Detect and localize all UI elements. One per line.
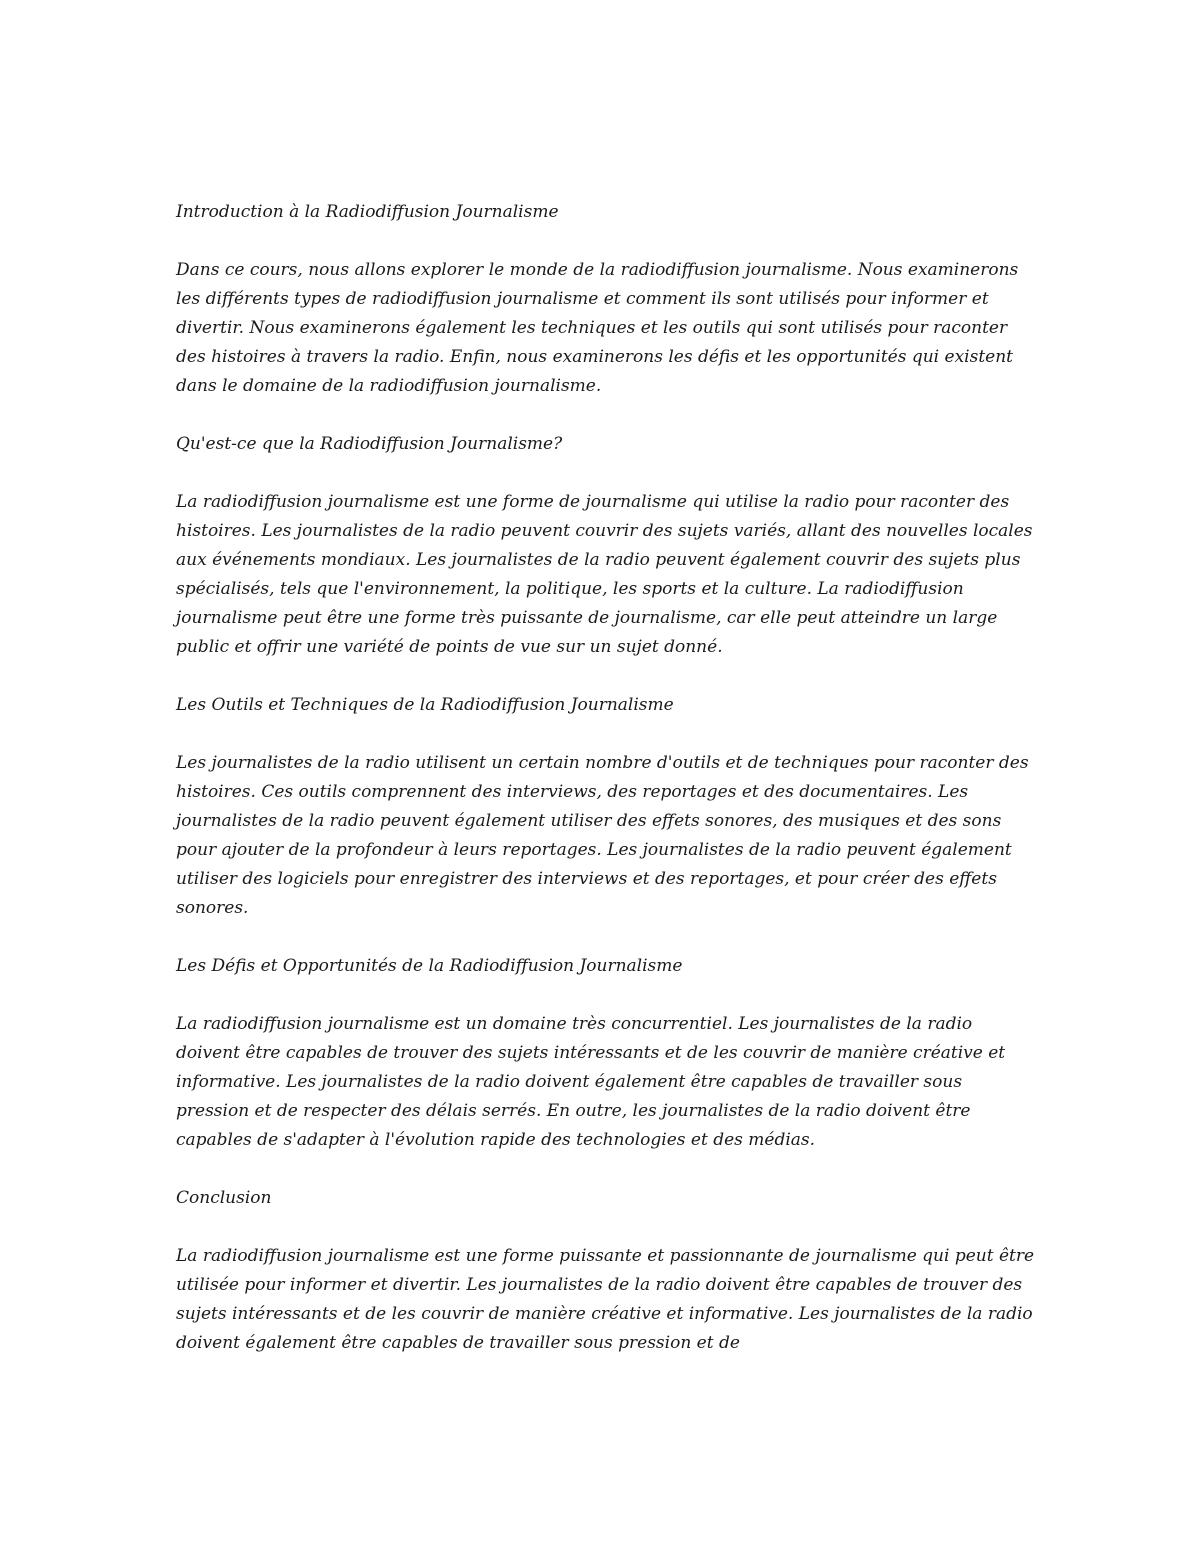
section-body-definition: La radiodiffusion journalisme est une forme de journalisme qui utilise la radio pour raconter des histoires. Les journalistes de la radio peuvent couvrir des sujets variés, allant des nouvelles locales aux événements mondiaux. Les journalistes de la radio peuvent également couvrir des sujets plus spécialisés, tels que l'environnement, la politique, les sports et la culture. La radiodiffusion journalisme peut être une forme très puissante de journalisme, car elle peut atteindre un large public et offrir une variété de points de vue sur un sujet donné. bbox=[176, 492, 1033, 657]
section-heading-introduction: Introduction à la Radiodiffusion Journalisme bbox=[176, 202, 559, 222]
section-body-tools: Les journalistes de la radio utilisent un certain nombre d'outils et de techniques pour raconter des histoires. Ces outils comprennent des interviews, des reportages et des documentaires. Les journalistes de la radio peuvent également utiliser des effets sonores, des musiques et des sons pour ajouter de la profondeur à leurs reportages. Les journalistes de la radio peuvent également utiliser des logiciels pour enregistrer des interviews et des reportages, et pour créer des effets sonores. bbox=[176, 753, 1029, 918]
section-body-introduction: Dans ce cours, nous allons explorer le monde de la radiodiffusion journalisme. Nous examinerons les différents types de radiodiffusion journalisme et comment ils sont utilisés pour informer et divertir. Nous examinerons également les techniques et les outils qui sont utilisés pour raconter des histoires à travers la radio. Enfin, nous examinerons les défis et les opportunités qui existent dans le domaine de la radiodiffusion journalisme. bbox=[176, 260, 1019, 396]
document-page bbox=[176, 198, 1036, 1387]
section-body-challenges: La radiodiffusion journalisme est un domaine très concurrentiel. Les journalistes de la radio doivent être capables de trouver des sujets intéressants et de les couvrir de manière créative et informative. Les journalistes de la radio doivent également être capables de travailler sous pression et de respecter des délais serrés. En outre, les journalistes de la radio doivent être capables de s'adapter à l'évolution rapide des technologies et des médias. bbox=[176, 1014, 1006, 1150]
section-heading-challenges: Les Défis et Opportunités de la Radiodiffusion Journalisme bbox=[176, 956, 683, 976]
section-heading-tools: Les Outils et Techniques de la Radiodiffusion Journalisme bbox=[176, 695, 674, 715]
section-body-conclusion: La radiodiffusion journalisme est une forme puissante et passionnante de journalisme qui peut être utilisée pour informer et divertir. Les journalistes de la radio doivent être capables de trouver des sujets intéressants et de les couvrir de manière créative et informative. Les journalistes de la radio doivent également être capables de travailler sous pression et de bbox=[176, 1246, 1035, 1353]
section-heading-definition: Qu'est-ce que la Radiodiffusion Journalisme? bbox=[176, 434, 563, 454]
section-heading-conclusion: Conclusion bbox=[176, 1188, 272, 1208]
